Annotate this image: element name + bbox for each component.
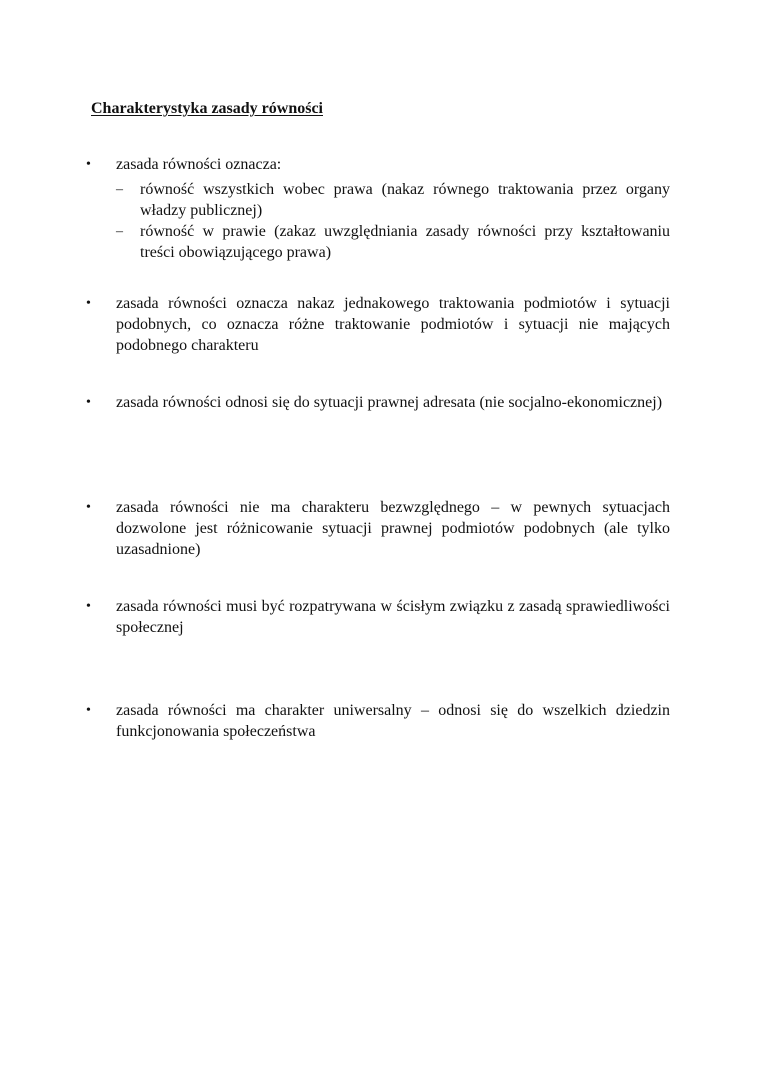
list-item [86, 700, 670, 742]
list-item [86, 392, 670, 413]
sub-list-item-text: równość w prawie (zakaz uwzględniania zasady równości przy kształtowaniu treści obowiązującego prawa) [140, 223, 670, 261]
sub-list-item [116, 179, 670, 221]
list-item-text: zasada równości musi być rozpatrywana w ścisłym związku z zasadą sprawiedliwości społecznej [116, 598, 670, 636]
list-item [86, 497, 670, 560]
bullet-icon: • [86, 599, 91, 614]
bullet-icon: • [86, 500, 91, 515]
list-item-text: zasada równości odnosi się do sytuacji prawnej adresata (nie socjalno-ekonomicznej) [116, 394, 663, 411]
bullet-icon: • [86, 703, 91, 718]
list-item [86, 154, 670, 263]
list-item-text: zasada równości oznacza: [116, 156, 282, 173]
list-item [86, 596, 670, 638]
bullet-icon: • [86, 395, 91, 410]
dash-icon: – [116, 224, 123, 239]
sub-list-item-text: równość wszystkich wobec prawa (nakaz równego traktowania przez organy władzy publicznej) [140, 181, 670, 219]
list-item-text: zasada równości nie ma charakteru bezwzględnego – w pewnych sytuacjach dozwolone jest różnicowanie sytuacji prawnej podmiotów podobnych (ale tylko uzasadnione) [116, 499, 670, 558]
bullet-icon: • [86, 157, 91, 172]
document-title: Charakterystyka zasady równości [91, 100, 323, 117]
list-item-text: zasada równości ma charakter uniwersalny – odnosi się do wszelkich dziedzin funkcjonowania społeczeństwa [116, 702, 670, 740]
bullet-icon: • [86, 296, 91, 311]
sub-list [116, 179, 670, 263]
list-item-text: zasada równości oznacza nakaz jednakowego traktowania podmiotów i sytuacji podobnych, co oznacza różne traktowanie podmiotów i sytuacji nie mających podobnego charakteru [116, 295, 670, 354]
dash-icon: – [116, 182, 123, 197]
sub-list-item [116, 221, 670, 263]
list-item [86, 293, 670, 356]
